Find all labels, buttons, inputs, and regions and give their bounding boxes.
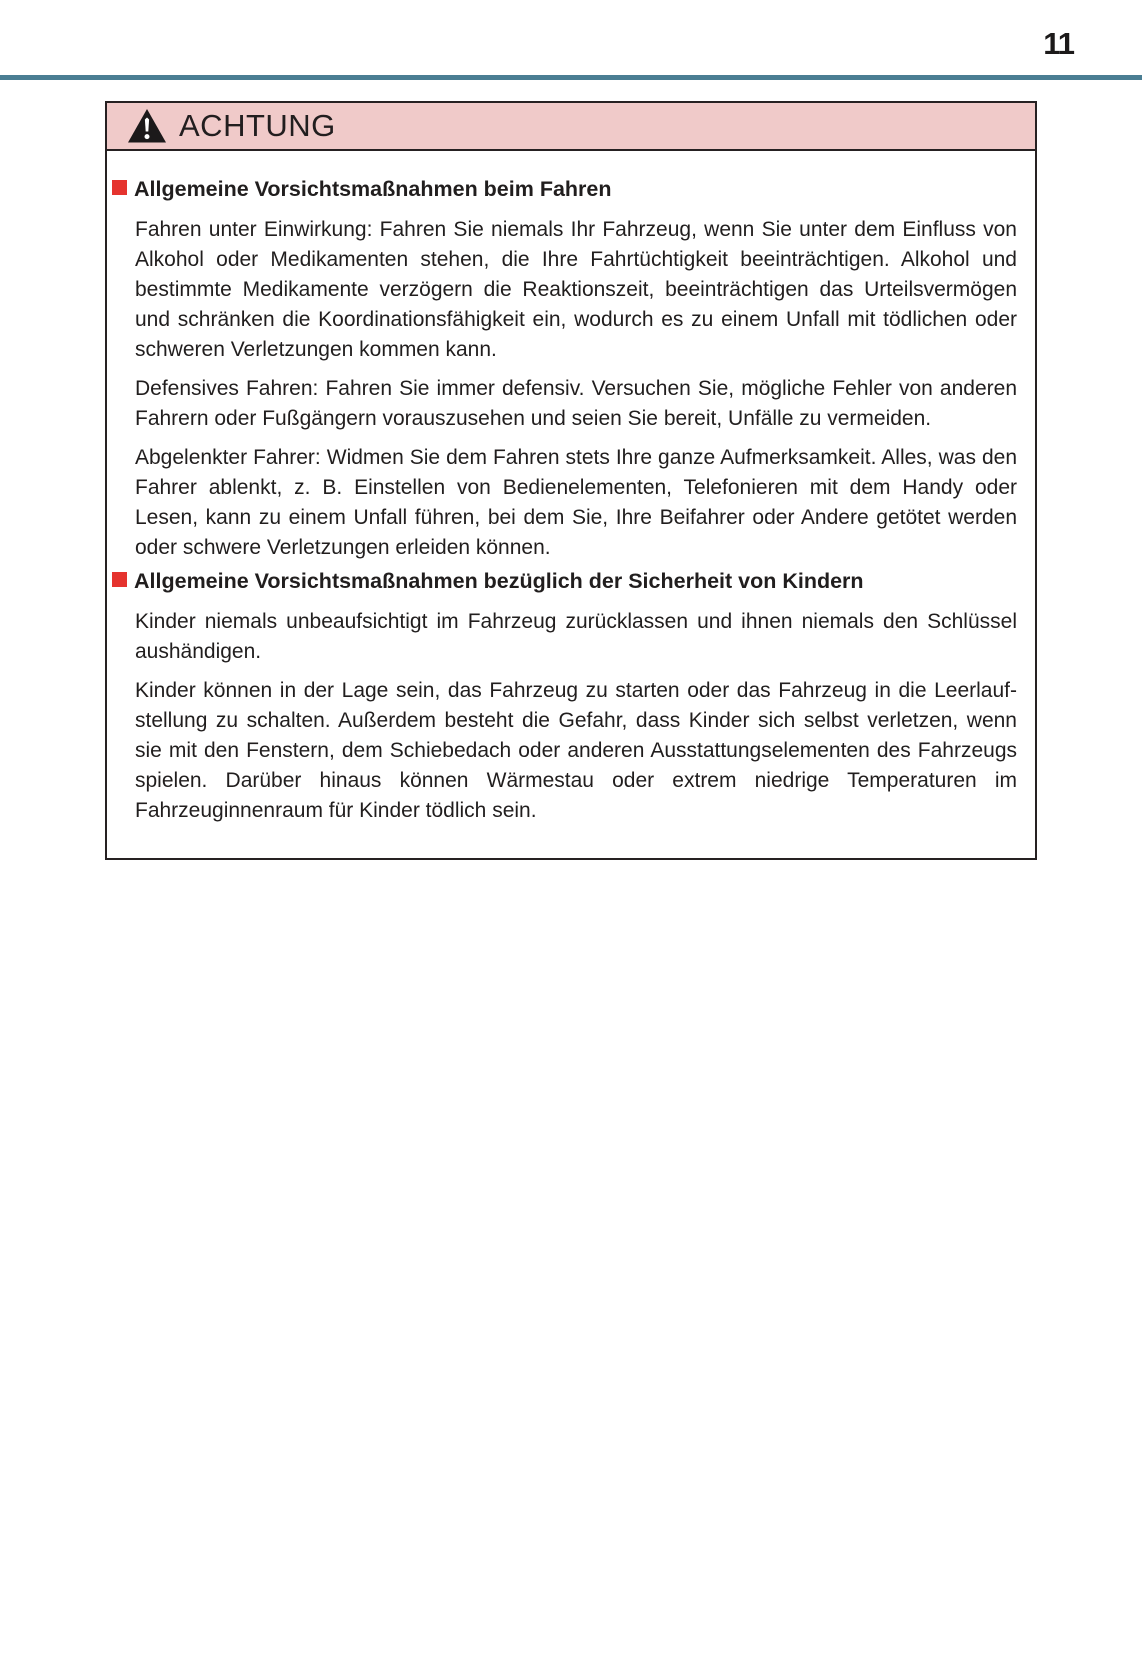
section-heading	[112, 174, 1017, 204]
section-heading	[112, 566, 1017, 596]
page-number: 11	[1043, 26, 1074, 61]
section-heading-text: Allgemeine Vorsichtsmaßnahmen bezüglich der Sicherheit von Kindern	[134, 569, 864, 593]
warning-paragraph: Kinder niemals unbeaufsichtigt im Fahrzeug zurücklassen und ihnen niemals den Schlüssel aushändigen.	[135, 610, 1017, 663]
warning-paragraph: Kinder können in der Lage sein, das Fahrzeug zu starten oder das Fahrzeug in die Leerlaufstellung zu schalten. Außerdem besteht die Gefahr, dass Kinder sich selbst verletzen, wenn sie mit den Fenstern, dem Schiebedach oder anderen Ausstattungselementen des Fahrzeugs spielen. Darüber hinaus können Wärmestau oder extrem niedrige Temperaturen im Fahrzeuginnenraum für Kinder tödlich sein.	[135, 679, 1017, 822]
warning-section-driving	[112, 174, 1017, 563]
red-square-bullet-icon	[112, 180, 127, 195]
warning-paragraph: Abgelenkter Fahrer: Widmen Sie dem Fahren stets Ihre ganze Aufmerksamkeit. Alles, was den Fahrer ablenkt, z. B. Einstellen von Bedienelementen, Telefonieren mit dem Handy oder Lesen, kann zu einem Unfall führen, bei dem Sie, Ihre Beifahrer oder Andere getötet werden oder schwere Verletzungen erleiden können.	[135, 446, 1017, 559]
warning-paragraph: Fahren unter Einwirkung: Fahren Sie niemals Ihr Fahrzeug, wenn Sie unter dem Einfluss von Alkohol oder Medikamenten stehen, die Ihre Fahrtüchtigkeit beeinträchtigen. Alkohol und bestimmte Medikamente verzögern die Reaktionszeit, beeinträchtigen das Urteilsvermögen und schränken die Koordinationsfähigkeit ein, wodurch es zu einem Unfall mit tödlichen oder schweren Verletzungen kommen kann.	[135, 218, 1017, 361]
warning-paragraph: Defensives Fahren: Fahren Sie immer defensiv. Versuchen Sie, mögliche Fehler von anderen Fahrern oder Fußgängern vorauszusehen und seien Sie bereit, Unfälle zu vermeiden.	[135, 377, 1017, 430]
warning-header	[107, 103, 1035, 151]
header-rule	[0, 75, 1142, 80]
warning-body	[107, 151, 1035, 858]
warning-title: ACHTUNG	[179, 107, 336, 143]
warning-triangle-icon	[127, 108, 167, 144]
warning-box	[105, 101, 1037, 860]
warning-section-children	[112, 566, 1017, 826]
section-heading-text: Allgemeine Vorsichtsmaßnahmen beim Fahren	[134, 177, 612, 201]
red-square-bullet-icon	[112, 572, 127, 587]
